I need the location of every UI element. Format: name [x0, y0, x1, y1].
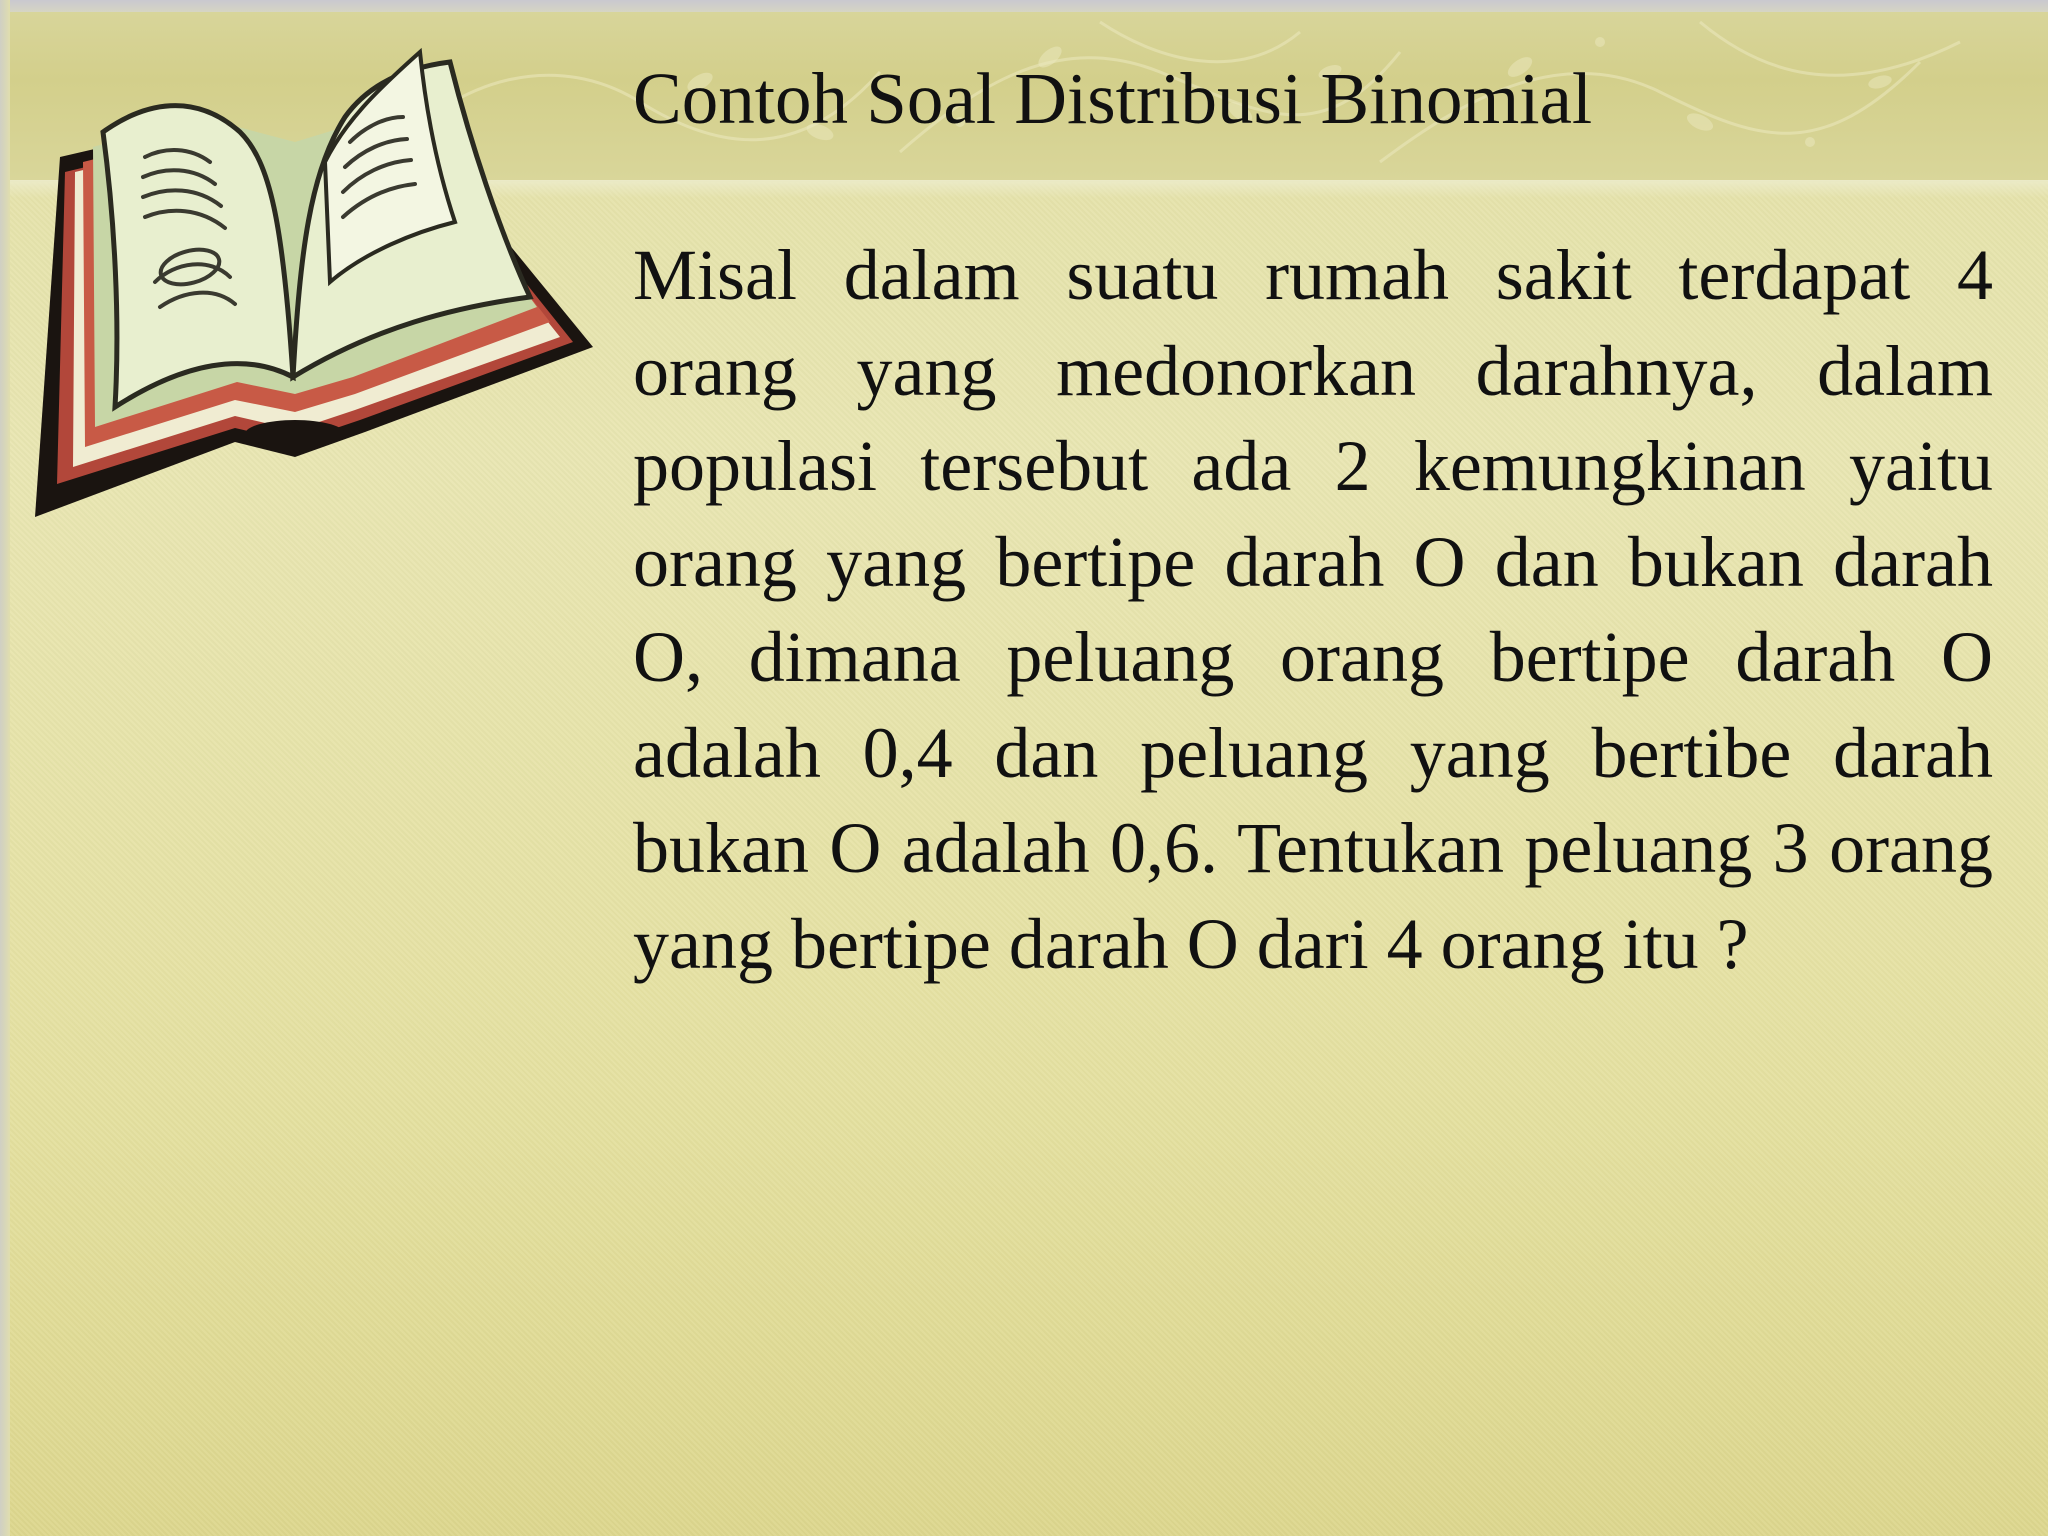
slide-title: Contoh Soal Distribusi Binomial: [633, 58, 1593, 139]
window-left-edge: [0, 0, 10, 1536]
window-top-edge: [0, 0, 2048, 12]
problem-text: Misal dalam suatu rumah sakit terdapat 4 orang yang medonorkan darahnya, dalam populasi tersebut ada 2 kemungkinan yaitu orang yang bertipe darah O dan bukan darah O, dimana peluang orang bertipe darah O adalah 0,4 dan peluang yang bertibe darah bukan O adalah 0,6. Tentukan peluang 3 orang yang bertipe darah O dari 4 orang itu ?: [633, 235, 1993, 984]
open-book-icon: [25, 22, 595, 532]
